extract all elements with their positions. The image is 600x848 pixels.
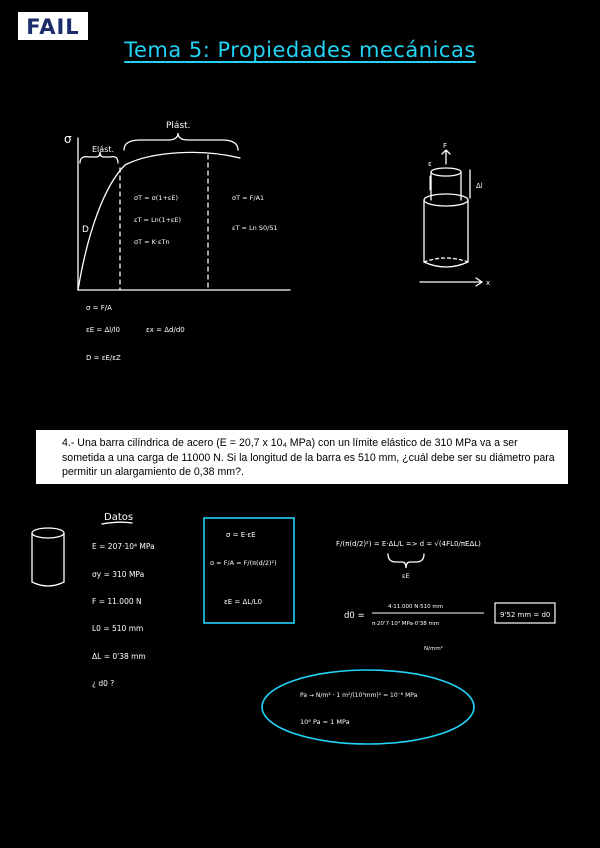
solution-result: 9'52 mm = d0 (500, 611, 551, 619)
problem-statement: 4.- Una barra cilíndrica de acero (E = 20,7 x 10₄ MPa) con un límite elástico de 310 MPa va a ser sometida a una carga de 11000 N. Si la longitud de la barra es 510 mm, ¿cuál debe ser su diámetro para permitir un alargamiento de 0,38 mm?. (36, 430, 568, 484)
datos-item: F = 11.000 N (92, 597, 142, 606)
datos-item: L0 = 510 mm (92, 624, 144, 633)
svg-text:FAIL: FAIL (26, 15, 80, 39)
solution-eps-label: εE (402, 572, 410, 580)
formula-hooke: σ = E·εE (226, 531, 256, 539)
elast-label: Elást. (92, 145, 115, 154)
eq-sigma-true: σT = σ(1+εE) (134, 194, 179, 202)
units-conversion: Pa → N/m² · 1 m²/(10³mm)² = 10⁻⁶ MPa (300, 692, 418, 699)
datos-item: σy = 310 MPa (92, 570, 145, 579)
eq-eps-true-ln: εT = Ln S0/S1 (232, 224, 278, 232)
bar-delta-l-label: Δl (476, 182, 483, 190)
def-transverse-strain: εx = Δd/d0 (146, 326, 185, 334)
sigma-axis-label: σ (64, 132, 72, 146)
eq-eps-true: εT = Ln(1+εE) (134, 216, 182, 224)
def-stress: σ = F/A (86, 304, 112, 312)
units-equivalence: 10⁶ Pa = 1 MPa (300, 718, 350, 726)
def-ductility: D = εE/εZ (86, 354, 121, 362)
plast-label: Plást. (166, 121, 191, 131)
formula-stress-area: σ = F/A = F/(π(d/2)²) (210, 559, 277, 567)
solution-d0-label: d0 = (344, 611, 365, 621)
bar-force-label: F (443, 142, 448, 150)
eq-sigma-true-area: σT = F/A1 (232, 194, 265, 202)
solution-numerator: 4·11.000 N·510 mm (388, 604, 444, 610)
datos-heading: Datos (104, 512, 134, 523)
def-strain: εE = Δl/l0 (86, 326, 121, 334)
solution-derivation: F/(π(d/2)²) = E·ΔL/L => d = √(4FL0/πEΔL) (336, 540, 481, 548)
bar-e-label: ε (428, 160, 432, 168)
bar-x-label: x (486, 279, 491, 287)
datos-item: ΔL = 0'38 mm (92, 652, 146, 661)
eq-hollomon: σT = K·εTn (134, 238, 170, 246)
ductility-label: D (82, 225, 89, 235)
solution-unit-note: N/mm² (424, 646, 443, 652)
formula-strain: εE = ΔL/L0 (224, 598, 262, 606)
page-title: Tema 5: Propiedades mecánicas (124, 38, 476, 62)
solution-denominator: π·20'7·10⁴ MPa·0'38 mm (372, 621, 440, 627)
datos-item: ¿ d0 ? (92, 679, 115, 688)
datos-item: E = 207·10⁴ MPa (92, 542, 155, 551)
